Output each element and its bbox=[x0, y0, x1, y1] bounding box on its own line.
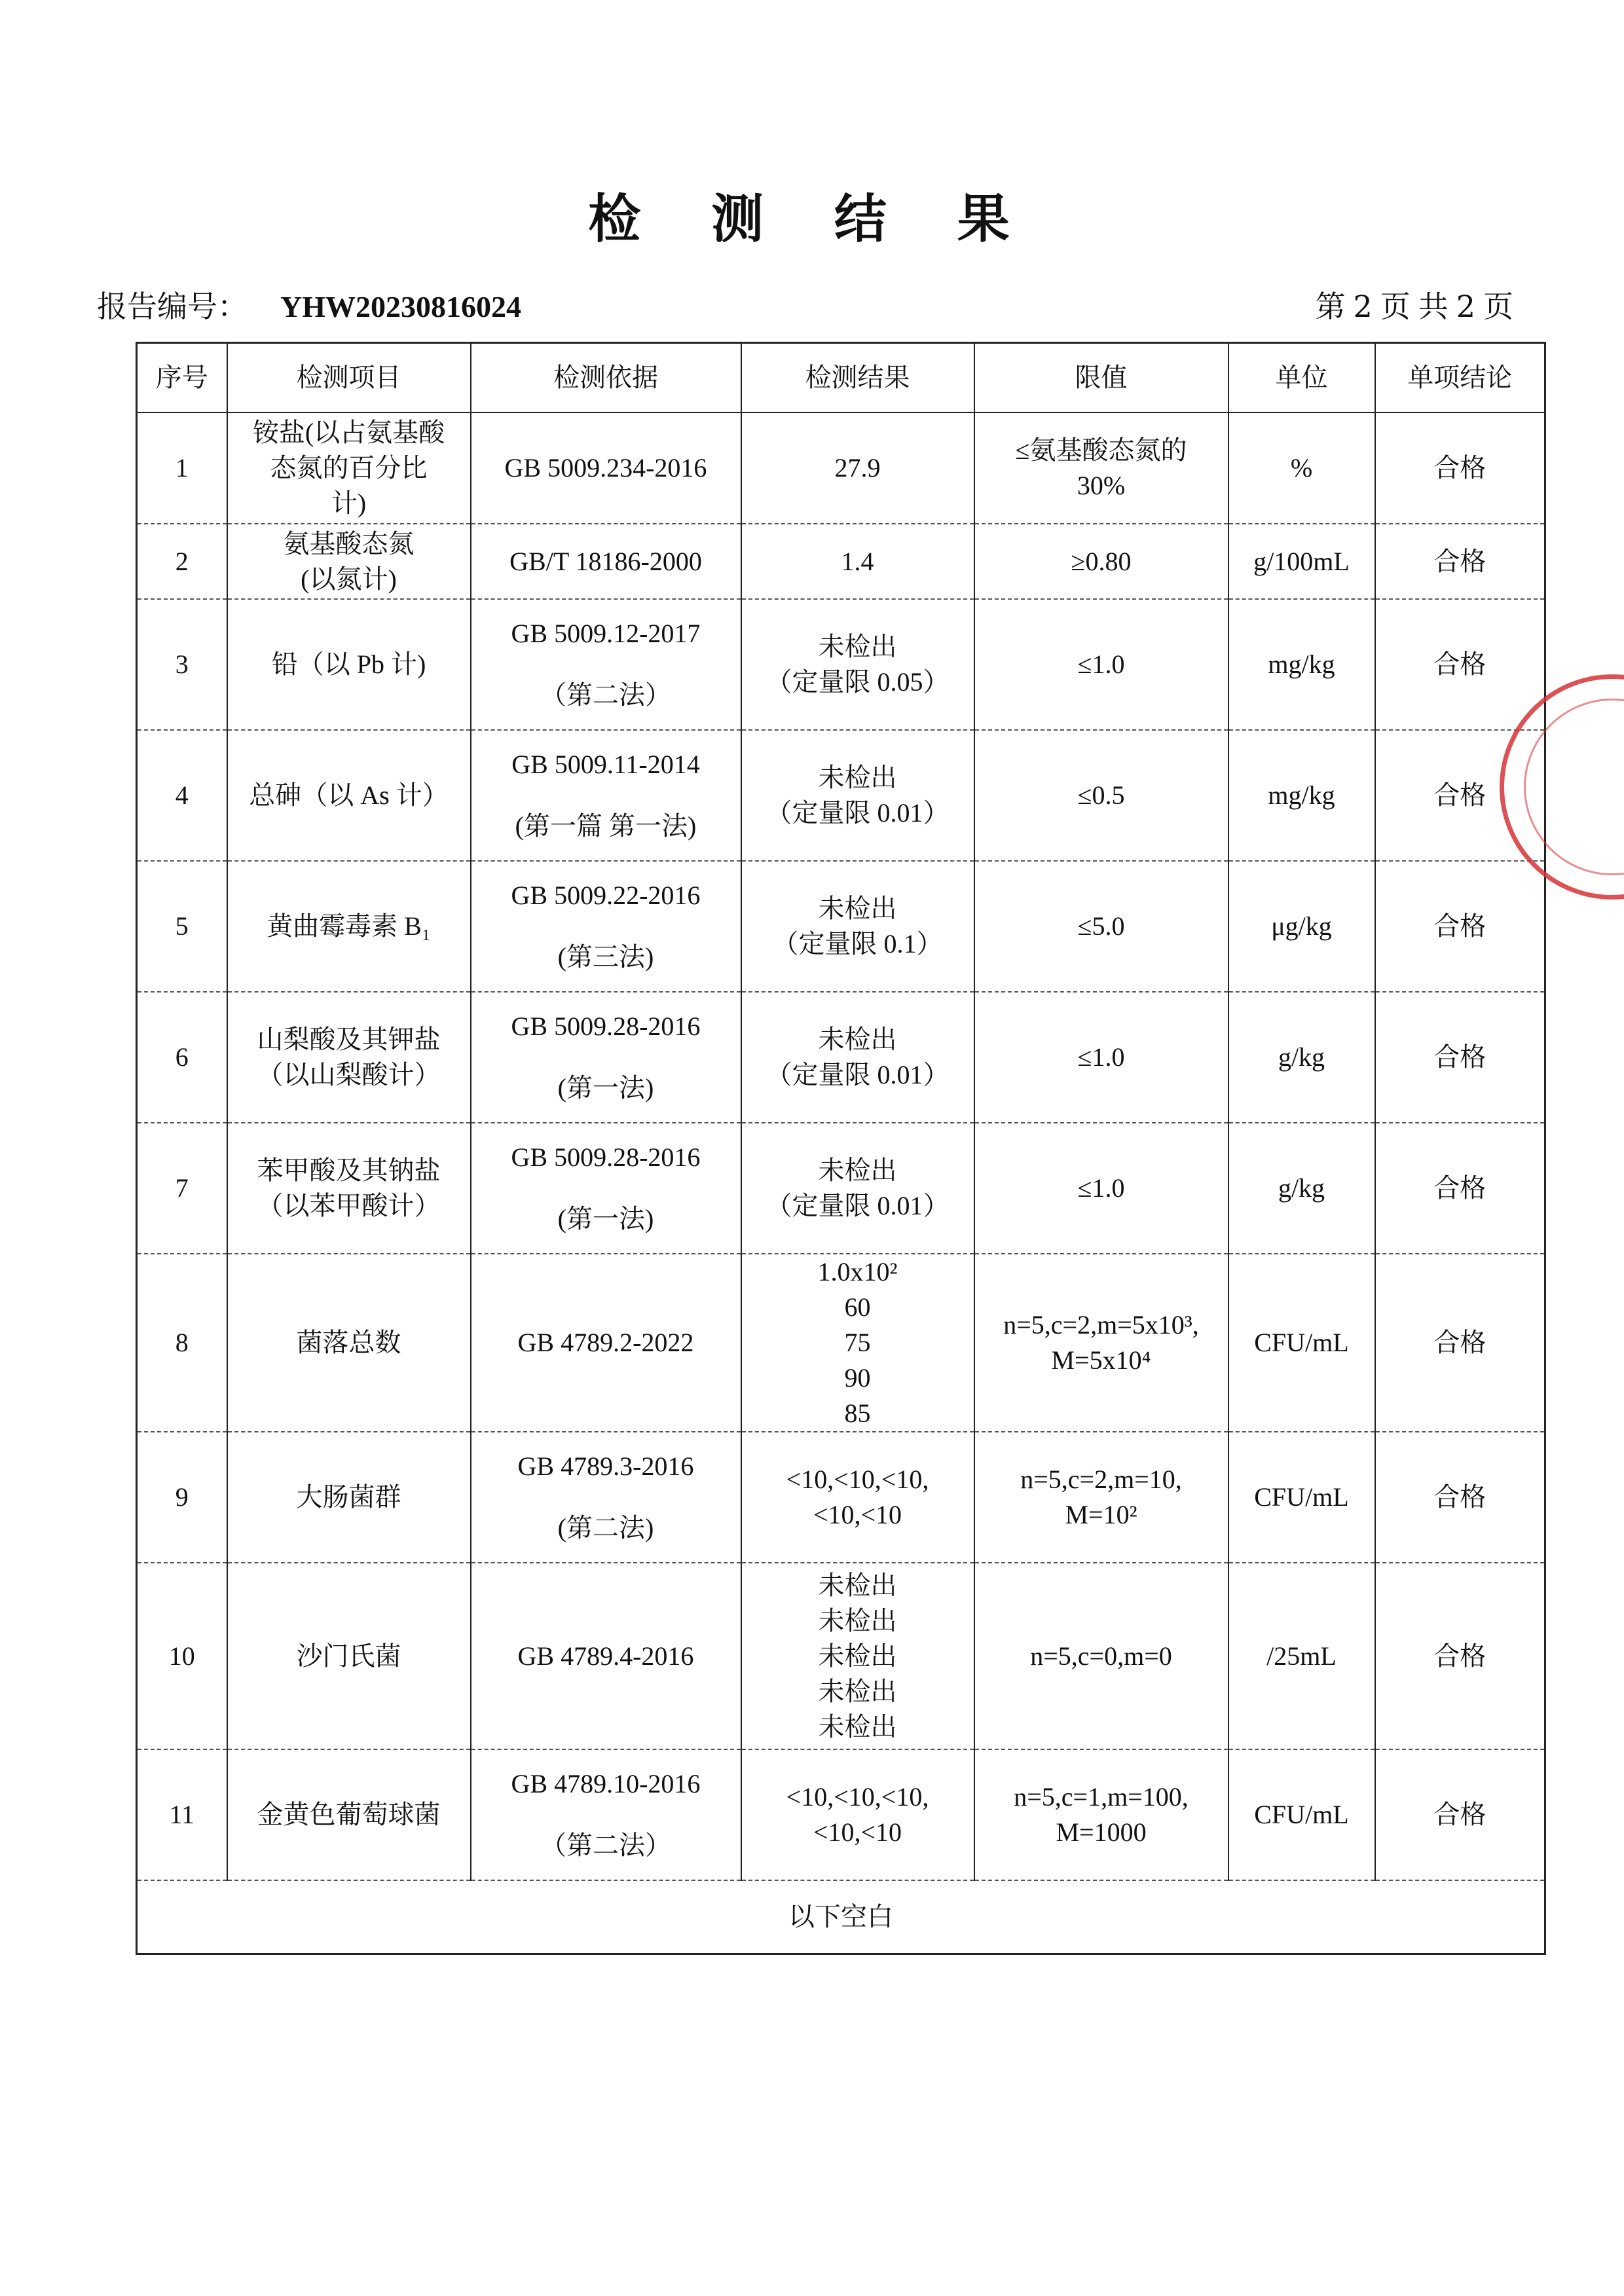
cell-item bbox=[227, 1123, 471, 1254]
cell-standard-line: GB 4789.2-2022 bbox=[517, 1328, 694, 1357]
cell-result bbox=[741, 992, 974, 1123]
cell-limit-line: ≥0.80 bbox=[1071, 546, 1132, 576]
cell-limit-line: n=5,c=2,m=10, bbox=[1020, 1465, 1182, 1494]
cell-result-line: 75 bbox=[844, 1328, 871, 1357]
cell-result bbox=[741, 524, 974, 599]
cell-limit-line: ≤1.0 bbox=[1077, 1042, 1125, 1072]
cell-item-line: 总砷（以 As 计） bbox=[249, 780, 449, 810]
cell-standard bbox=[471, 992, 741, 1123]
cell-item bbox=[227, 730, 471, 861]
cell-conclusion: 合格 bbox=[1375, 1254, 1545, 1432]
page-unit: 页 bbox=[1380, 289, 1411, 324]
cell-no: 3 bbox=[137, 599, 227, 730]
cell-unit: CFU/mL bbox=[1228, 1254, 1375, 1432]
cell-result-line: <10,<10 bbox=[813, 1500, 902, 1529]
cell-result-line: <10,<10 bbox=[813, 1817, 902, 1847]
header-conclusion: 单项结论 bbox=[1375, 343, 1545, 413]
page-title: 检 测 结 果 bbox=[588, 189, 1036, 249]
cell-item bbox=[227, 599, 471, 730]
cell-result-line: 90 bbox=[844, 1363, 871, 1393]
cell-standard-line: GB/T 18186-2000 bbox=[509, 546, 702, 576]
cell-limit bbox=[974, 1123, 1228, 1254]
cell-result-line: 未检出 bbox=[818, 1570, 897, 1600]
cell-item-line: 黄曲霉毒素 B₁ bbox=[267, 911, 431, 941]
cell-standard-line: (第一法) bbox=[557, 1204, 654, 1233]
cell-item bbox=[227, 992, 471, 1123]
cell-item-line: 大肠菌群 bbox=[296, 1482, 401, 1512]
cell-standard-line: GB 5009.28-2016 bbox=[511, 1142, 701, 1172]
table-row bbox=[137, 1749, 1545, 1880]
cell-unit: g/kg bbox=[1228, 1123, 1375, 1254]
cell-standard bbox=[471, 1254, 741, 1432]
cell-standard-line: GB 5009.234-2016 bbox=[504, 453, 707, 483]
cell-standard bbox=[471, 412, 741, 524]
cell-limit-line: M=1000 bbox=[1056, 1817, 1147, 1847]
cell-standard bbox=[471, 1123, 741, 1254]
cell-result bbox=[741, 1432, 974, 1563]
cell-limit-line: 30% bbox=[1077, 471, 1126, 500]
cell-item bbox=[227, 412, 471, 524]
cell-limit-line: ≤5.0 bbox=[1077, 911, 1125, 941]
cell-no: 6 bbox=[137, 992, 227, 1123]
cell-item-line: 菌落总数 bbox=[296, 1328, 401, 1357]
results-table bbox=[136, 342, 1546, 1955]
cell-conclusion: 合格 bbox=[1375, 1432, 1545, 1563]
cell-result-line: 未检出 bbox=[818, 763, 897, 792]
cell-unit: CFU/mL bbox=[1228, 1432, 1375, 1563]
header-item: 检测项目 bbox=[227, 343, 471, 413]
cell-item bbox=[227, 1254, 471, 1432]
cell-item-line: 沙门氏菌 bbox=[296, 1641, 401, 1671]
cell-item-line: (以氮计) bbox=[301, 564, 397, 594]
cell-limit-line: M=5x10⁴ bbox=[1051, 1345, 1151, 1375]
cell-unit: CFU/mL bbox=[1228, 1749, 1375, 1880]
cell-result-line: 未检出 bbox=[818, 1605, 897, 1635]
total-word: 共 bbox=[1418, 289, 1449, 324]
cell-no: 5 bbox=[137, 861, 227, 992]
cell-limit-line: ≤氨基酸态氮的 bbox=[1015, 435, 1187, 465]
cell-limit bbox=[974, 730, 1228, 861]
page-word: 第 bbox=[1315, 289, 1346, 324]
cell-limit bbox=[974, 1254, 1228, 1432]
cell-no: 10 bbox=[137, 1563, 227, 1749]
cell-no: 4 bbox=[137, 730, 227, 861]
cell-standard-line: (第一法) bbox=[557, 1073, 654, 1102]
cell-unit: mg/kg bbox=[1228, 599, 1375, 730]
report-number-label: 报告编号： bbox=[97, 289, 248, 324]
cell-unit: % bbox=[1228, 412, 1375, 524]
cell-result-line: 60 bbox=[844, 1292, 871, 1322]
cell-unit: g/kg bbox=[1228, 992, 1375, 1123]
cell-standard-line: GB 4789.10-2016 bbox=[511, 1769, 701, 1798]
cell-item bbox=[227, 524, 471, 599]
cell-item-line: （以山梨酸计） bbox=[257, 1060, 441, 1089]
header-no: 序号 bbox=[137, 343, 227, 413]
table-row bbox=[137, 992, 1545, 1123]
cell-result-line: （定量限 0.01） bbox=[766, 1060, 950, 1089]
cell-conclusion: 合格 bbox=[1375, 730, 1545, 861]
cell-result bbox=[741, 1254, 974, 1432]
cell-result-line: 未检出 bbox=[818, 894, 897, 923]
cell-result bbox=[741, 1563, 974, 1749]
cell-result-line: 未检出 bbox=[818, 1156, 897, 1185]
cell-limit bbox=[974, 412, 1228, 524]
table-row bbox=[137, 1254, 1545, 1432]
cell-standard-line: GB 4789.3-2016 bbox=[517, 1451, 694, 1481]
cell-result-line: 未检出 bbox=[818, 1711, 897, 1741]
cell-result-line: <10,<10,<10, bbox=[786, 1782, 929, 1812]
cell-result bbox=[741, 599, 974, 730]
cell-standard-line: GB 5009.22-2016 bbox=[511, 881, 701, 910]
cell-conclusion: 合格 bbox=[1375, 992, 1545, 1123]
cell-no: 9 bbox=[137, 1432, 227, 1563]
page-current: 2 bbox=[1353, 289, 1373, 324]
table-row bbox=[137, 1563, 1545, 1749]
cell-item bbox=[227, 861, 471, 992]
cell-result-line: <10,<10,<10, bbox=[786, 1465, 929, 1494]
cell-conclusion: 合格 bbox=[1375, 1563, 1545, 1749]
page-indicator bbox=[1311, 283, 1517, 326]
table-row bbox=[137, 1432, 1545, 1563]
total-unit: 页 bbox=[1483, 289, 1513, 324]
cell-unit: g/100mL bbox=[1228, 524, 1375, 599]
cell-no: 2 bbox=[137, 524, 227, 599]
table-footer-row bbox=[137, 1880, 1545, 1954]
cell-item-line: 苯甲酸及其钠盐 bbox=[257, 1156, 441, 1185]
cell-result bbox=[741, 412, 974, 524]
table-header-row bbox=[137, 343, 1545, 413]
cell-result-line: 未检出 bbox=[818, 1025, 897, 1054]
cell-result-line: （定量限 0.01） bbox=[766, 1191, 950, 1220]
cell-standard-line: GB 5009.12-2017 bbox=[511, 619, 701, 648]
cell-result-line: 1.4 bbox=[841, 546, 874, 576]
cell-unit: mg/kg bbox=[1228, 730, 1375, 861]
cell-limit bbox=[974, 861, 1228, 992]
table-row bbox=[137, 599, 1545, 730]
cell-result-line: 未检出 bbox=[818, 1676, 897, 1706]
cell-limit-line: n=5,c=2,m=5x10³, bbox=[1003, 1310, 1199, 1339]
cell-limit bbox=[974, 1749, 1228, 1880]
cell-result-line: （定量限 0.05） bbox=[766, 667, 950, 697]
cell-limit-line: ≤0.5 bbox=[1077, 780, 1125, 810]
cell-item-line: 山梨酸及其钾盐 bbox=[257, 1025, 441, 1054]
cell-standard-line: (第三法) bbox=[557, 942, 654, 972]
cell-standard-line: (第二法) bbox=[557, 1513, 654, 1542]
seal-inner-ring bbox=[1524, 699, 1624, 875]
cell-result-line: （定量限 0.1） bbox=[772, 929, 943, 958]
cell-limit bbox=[974, 524, 1228, 599]
cell-limit-line: n=5,c=0,m=0 bbox=[1030, 1641, 1172, 1671]
cell-conclusion: 合格 bbox=[1375, 599, 1545, 730]
cell-standard bbox=[471, 524, 741, 599]
cell-standard bbox=[471, 1749, 741, 1880]
cell-result-line: 85 bbox=[844, 1398, 871, 1428]
report-number bbox=[97, 283, 521, 326]
cell-standard-line: (第一篇 第一法) bbox=[515, 811, 697, 841]
cell-result bbox=[741, 1123, 974, 1254]
cell-standard bbox=[471, 1563, 741, 1749]
cell-conclusion: 合格 bbox=[1375, 412, 1545, 524]
cell-conclusion: 合格 bbox=[1375, 861, 1545, 992]
blank-below-note: 以下空白 bbox=[137, 1880, 1545, 1954]
cell-item-line: 氨基酸态氮 bbox=[283, 528, 415, 558]
header-unit: 单位 bbox=[1228, 343, 1375, 413]
table-row bbox=[137, 1123, 1545, 1254]
cell-standard bbox=[471, 1432, 741, 1563]
header-limit: 限值 bbox=[974, 343, 1228, 413]
cell-item-line: 态氮的百分比 bbox=[270, 453, 428, 483]
cell-limit bbox=[974, 1563, 1228, 1749]
cell-item-line: 金黄色葡萄球菌 bbox=[257, 1800, 441, 1829]
cell-standard-line: （第二法） bbox=[540, 680, 671, 710]
cell-item bbox=[227, 1563, 471, 1749]
cell-no: 11 bbox=[137, 1749, 227, 1880]
cell-unit: /25mL bbox=[1228, 1563, 1375, 1749]
cell-standard bbox=[471, 730, 741, 861]
cell-item bbox=[227, 1432, 471, 1563]
cell-result bbox=[741, 861, 974, 992]
cell-result-line: 未检出 bbox=[818, 1641, 897, 1671]
cell-item-line: （以苯甲酸计） bbox=[257, 1191, 441, 1220]
cell-standard bbox=[471, 861, 741, 992]
cell-result bbox=[741, 1749, 974, 1880]
cell-result bbox=[741, 730, 974, 861]
cell-standard-line: GB 4789.4-2016 bbox=[517, 1641, 694, 1671]
cell-result-line: 1.0x10² bbox=[817, 1257, 898, 1286]
table-row bbox=[137, 730, 1545, 861]
header-result: 检测结果 bbox=[741, 343, 974, 413]
cell-standard-line: GB 5009.28-2016 bbox=[511, 1011, 701, 1041]
table-row bbox=[137, 412, 1545, 524]
cell-no: 7 bbox=[137, 1123, 227, 1254]
cell-result-line: 27.9 bbox=[834, 453, 881, 483]
cell-item bbox=[227, 1749, 471, 1880]
table-row bbox=[137, 524, 1545, 599]
report-number-value: YHW20230816024 bbox=[280, 290, 521, 323]
cell-limit-line: ≤1.0 bbox=[1077, 649, 1125, 679]
header-standard: 检测依据 bbox=[471, 343, 741, 413]
page-total: 2 bbox=[1456, 289, 1475, 324]
cell-conclusion: 合格 bbox=[1375, 1749, 1545, 1880]
cell-standard-line: （第二法） bbox=[540, 1831, 671, 1860]
cell-limit bbox=[974, 599, 1228, 730]
cell-limit-line: n=5,c=1,m=100, bbox=[1014, 1782, 1189, 1812]
cell-result-line: （定量限 0.01） bbox=[766, 798, 950, 828]
cell-no: 1 bbox=[137, 412, 227, 524]
cell-unit: μg/kg bbox=[1228, 861, 1375, 992]
cell-limit-line: M=10² bbox=[1065, 1500, 1137, 1529]
cell-standard-line: GB 5009.11-2014 bbox=[511, 750, 700, 779]
cell-item-line: 铅（以 Pb 计) bbox=[271, 649, 426, 679]
table-row bbox=[137, 861, 1545, 992]
cell-limit bbox=[974, 1432, 1228, 1563]
cell-no: 8 bbox=[137, 1254, 227, 1432]
cell-item-line: 铵盐(以占氨基酸 bbox=[252, 418, 445, 447]
cell-conclusion: 合格 bbox=[1375, 1123, 1545, 1254]
cell-limit bbox=[974, 992, 1228, 1123]
cell-conclusion: 合格 bbox=[1375, 524, 1545, 599]
cell-result-line: 未检出 bbox=[818, 632, 897, 661]
cell-standard bbox=[471, 599, 741, 730]
cell-item-line: 计) bbox=[331, 488, 367, 518]
cell-limit-line: ≤1.0 bbox=[1077, 1173, 1125, 1203]
